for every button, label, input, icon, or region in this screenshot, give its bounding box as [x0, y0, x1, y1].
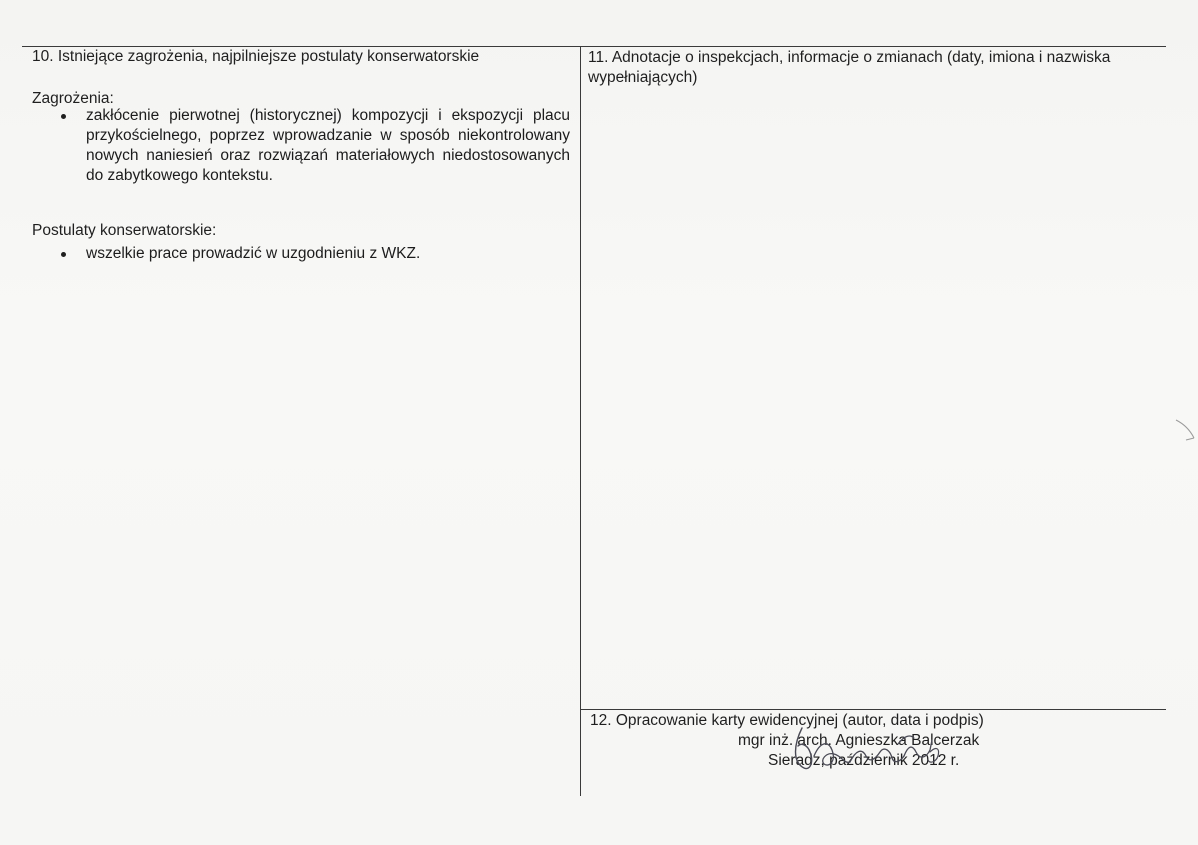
author-name: mgr inż. arch. Agnieszka Balcerzak — [738, 732, 980, 749]
section10-title: 10. Istniejące zagrożenia, najpilniejsze postulaty konserwatorskie — [32, 48, 480, 65]
bullet-icon — [61, 114, 66, 119]
threat-text: zakłócenie pierwotnej (historycznej) kompozycji i ekspozycji placu przykościelnego, poprzez wprowadzanie w sposób niekontrolowany nowych naniesień oraz rozwiązań materiałowych niedostosowanych do zabytkowego kontekstu. — [86, 107, 570, 184]
handwritten-signature — [780, 722, 980, 782]
list-item — [86, 106, 570, 186]
postulate-text: wszelkie prace prowadzić w uzgodnieniu z WKZ. — [86, 245, 421, 262]
section12-title: 12. Opracowanie karty ewidencyjnej (autor, data i podpis) — [590, 712, 984, 729]
bullet-icon — [61, 252, 66, 257]
postulates-label: Postulaty konserwatorskie: — [32, 222, 217, 239]
column-divider — [580, 46, 581, 796]
section12-top-border — [580, 709, 1166, 710]
threats-label: Zagrożenia: — [32, 90, 114, 107]
list-item — [86, 244, 570, 264]
postulates-list — [86, 244, 570, 264]
place-and-date: Sieradz, październik 2012 r. — [768, 752, 960, 769]
section11-title: 11. Adnotacje o inspekcjach, informacje o zmianach (daty, imiona i nazwiska wypełniających) — [588, 49, 1111, 86]
scan-mark-icon — [1174, 416, 1198, 444]
threats-list — [86, 106, 570, 186]
